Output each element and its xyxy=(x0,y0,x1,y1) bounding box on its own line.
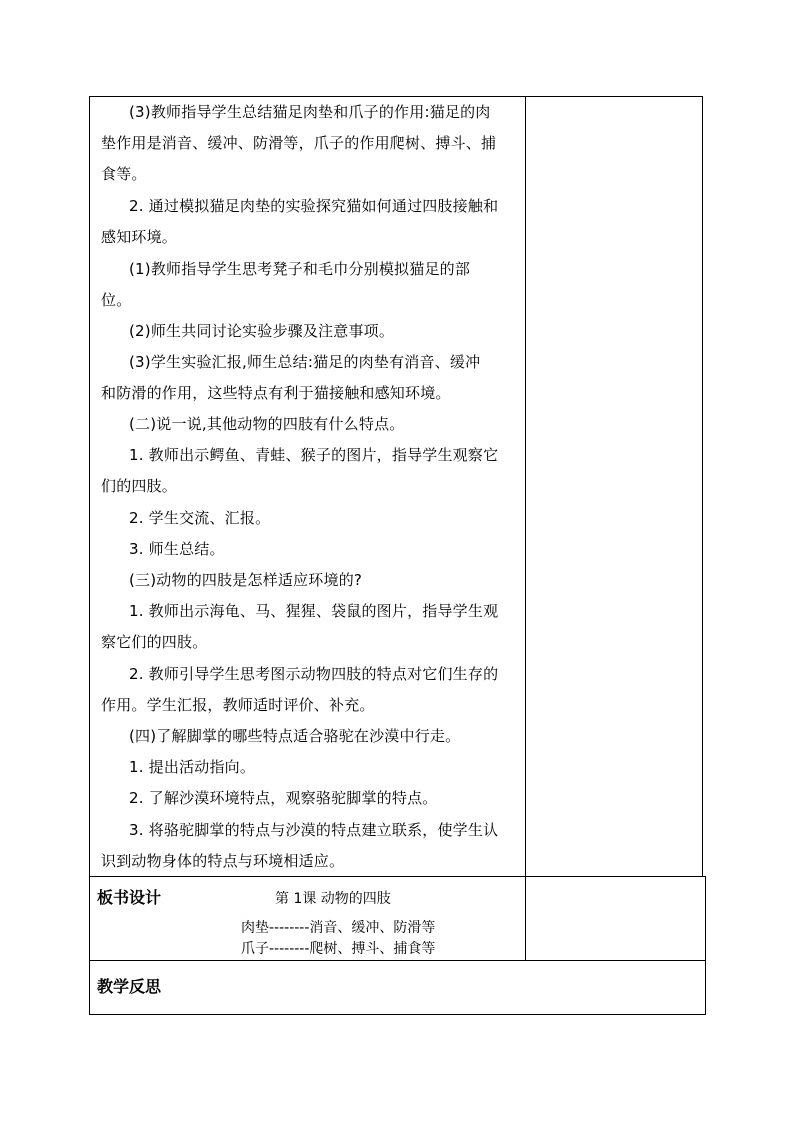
notes-cell xyxy=(525,96,703,877)
body-line: (2)师生共同讨论实验步骤及注意事项。 xyxy=(129,322,395,340)
body-line: 2. 学生交流、汇报。 xyxy=(129,509,271,527)
body-line: 3. 师生总结。 xyxy=(129,540,225,558)
body-line: 1. 提出活动指向。 xyxy=(129,758,256,776)
body-line: 1. 教师出示海龟、马、猩猩、袋鼠的图片，指导学生观 xyxy=(129,602,499,620)
body-line: (3)教师指导学生总结猫足肉垫和爪子的作用:猫足的肉 xyxy=(129,103,491,121)
body-line: 食等。 xyxy=(101,165,147,183)
body-line: (3)学生实验汇报,师生总结:猫足的肉垫有消音、缓冲 xyxy=(129,353,481,371)
teaching-reflection-label: 教学反思 xyxy=(97,977,162,996)
body-line: (四)了解脚掌的哪些特点适合骆驼在沙漠中行走。 xyxy=(129,727,461,745)
body-line: 作用。学生汇报，教师适时评价、补充。 xyxy=(101,696,375,714)
body-line: 2. 教师引导学生思考图示动物四肢的特点对它们生存的 xyxy=(129,665,499,683)
body-line: 位。 xyxy=(101,291,132,309)
body-line: 3. 将骆驼脚掌的特点与沙漠的特点建立联系，使学生认 xyxy=(129,821,499,839)
body-line: 垫作用是消音、缓冲、防滑等，爪子的作用爬树、搏斗、捕 xyxy=(101,134,497,152)
board-notes-cell xyxy=(525,876,706,961)
body-line: (三)动物的四肢是怎样适应环境的? xyxy=(129,571,363,589)
teaching-reflection-cell xyxy=(89,960,706,1015)
body-line: 感知环境。 xyxy=(101,228,178,246)
body-line: (二)说一说,其他动物的四肢有什么特点。 xyxy=(129,415,405,433)
body-line: (1)教师指导学生思考凳子和毛巾分别模拟猫足的部 xyxy=(129,260,471,278)
body-line: 和防滑的作用，这些特点有利于猫接触和感知环境。 xyxy=(101,384,451,402)
body-line: 2. 通过模拟猫足肉垫的实验探究猫如何通过四肢接触和 xyxy=(129,197,499,215)
board-divider xyxy=(525,876,706,877)
body-line: 2. 了解沙漠环境特点，观察骆驼脚掌的特点。 xyxy=(129,789,438,807)
body-line: 识到动物身体的特点与环境相适应。 xyxy=(101,852,345,870)
body-line: 1. 教师出示鳄鱼、青蛙、猴子的图片，指导学生观察它 xyxy=(129,446,499,464)
board-design-label: 板书设计 xyxy=(97,888,162,907)
board-title: 第 1课 动物的四肢 xyxy=(275,891,391,907)
board-line-claw: 爪子--------爬树、搏斗、捕食等 xyxy=(241,941,436,957)
body-line: 们的四肢。 xyxy=(101,477,178,495)
board-line-pad: 肉垫--------消音、缓冲、防滑等 xyxy=(241,920,436,936)
body-line: 察它们的四肢。 xyxy=(101,633,208,651)
